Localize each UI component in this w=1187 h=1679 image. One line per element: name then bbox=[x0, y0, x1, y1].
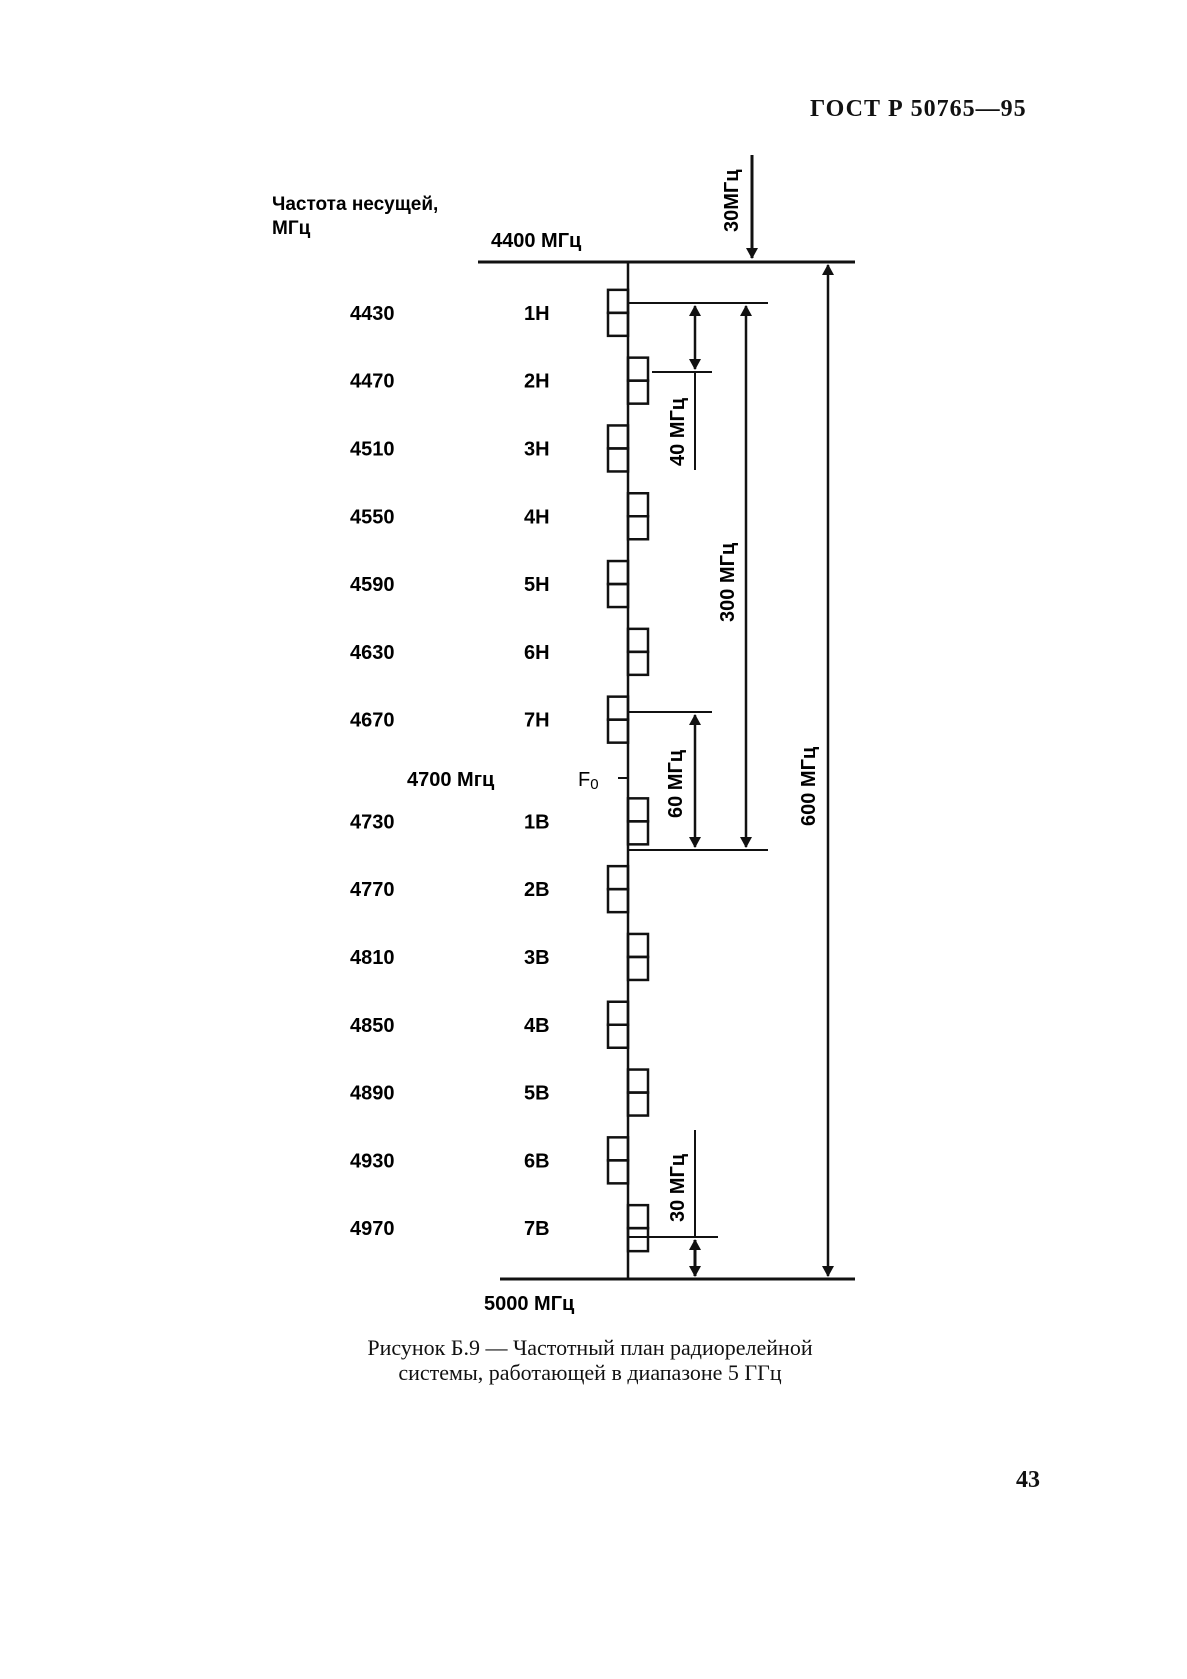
channel-name: 5В bbox=[524, 1082, 550, 1105]
full-band-label: 600 МГц bbox=[798, 746, 820, 826]
channel-frequency: 4430 bbox=[350, 302, 395, 325]
channel-row bbox=[350, 1205, 648, 1251]
channel-block-upper bbox=[628, 934, 648, 957]
standard-header: ГОСТ Р 50765—95 bbox=[810, 96, 1027, 122]
channel-name: 7Н bbox=[524, 709, 550, 732]
channel-row bbox=[350, 934, 648, 980]
channel-list bbox=[350, 290, 648, 1251]
channel-row bbox=[350, 493, 648, 539]
channel-block-lower bbox=[628, 1228, 648, 1251]
channel-block-lower bbox=[608, 720, 628, 743]
channel-name: 1В bbox=[524, 811, 550, 834]
channel-frequency: 4550 bbox=[350, 506, 395, 529]
channel-block-lower bbox=[628, 381, 648, 404]
channel-block-lower bbox=[628, 821, 648, 844]
channel-row bbox=[350, 1070, 648, 1116]
channel-name: 6В bbox=[524, 1150, 550, 1173]
channel-block-upper bbox=[608, 290, 628, 313]
channel-row bbox=[350, 358, 648, 404]
channel-name: 2Н bbox=[524, 370, 550, 393]
channel-name: 1Н bbox=[524, 302, 550, 325]
channel-row bbox=[350, 866, 628, 912]
channel-block-lower bbox=[628, 1093, 648, 1116]
half-band-label: 300 МГц bbox=[717, 542, 739, 622]
channel-spacing-label: 40 МГц bbox=[667, 397, 689, 466]
channel-block-lower bbox=[628, 516, 648, 539]
channel-block-upper bbox=[608, 866, 628, 889]
channel-block-upper bbox=[608, 561, 628, 584]
channel-row bbox=[350, 425, 628, 471]
channel-block-upper bbox=[628, 798, 648, 821]
channel-name: 6Н bbox=[524, 641, 550, 664]
band-start-label: 4400 МГц bbox=[491, 230, 582, 252]
channel-row bbox=[350, 697, 628, 743]
channel-block-upper bbox=[608, 425, 628, 448]
channel-block-upper bbox=[608, 1137, 628, 1160]
channel-name: 4Н bbox=[524, 506, 550, 529]
channel-name: 3В bbox=[524, 946, 550, 969]
channel-frequency: 4890 bbox=[350, 1082, 395, 1105]
channel-name: 2В bbox=[524, 879, 550, 902]
channel-frequency: 4670 bbox=[350, 709, 395, 732]
channel-frequency: 4810 bbox=[350, 946, 395, 969]
channel-block-upper bbox=[628, 1205, 648, 1228]
channel-name: 7В bbox=[524, 1218, 550, 1241]
center-frequency-label: 4700 Мгц bbox=[407, 769, 495, 791]
band-end-label: 5000 МГц bbox=[484, 1293, 575, 1315]
channel-frequency: 4630 bbox=[350, 641, 395, 664]
channel-block-upper bbox=[628, 493, 648, 516]
channel-name: 3Н bbox=[524, 438, 550, 461]
bottom-guard-label: 30 МГц bbox=[667, 1153, 689, 1222]
center-frequency-symbol: F0 bbox=[578, 769, 599, 793]
channel-frequency: 4730 bbox=[350, 811, 395, 834]
channel-row bbox=[350, 629, 648, 675]
caption-line-1: Рисунок Б.9 — Частотный план радиорелейной bbox=[367, 1335, 813, 1360]
channel-block-upper bbox=[628, 629, 648, 652]
channel-block-lower bbox=[628, 957, 648, 980]
channel-block-lower bbox=[608, 1025, 628, 1048]
channel-block-lower bbox=[608, 448, 628, 471]
figure-caption bbox=[240, 1335, 940, 1385]
channel-block-lower bbox=[608, 313, 628, 336]
center-gap-label: 60 МГц bbox=[665, 749, 687, 818]
channel-frequency: 4590 bbox=[350, 574, 395, 597]
channel-frequency: 4470 bbox=[350, 370, 395, 393]
channel-block-lower bbox=[608, 1160, 628, 1183]
channel-row bbox=[350, 561, 628, 607]
channel-block-lower bbox=[628, 652, 648, 675]
page-number: 43 bbox=[1016, 1467, 1040, 1493]
column-title-unit: МГц bbox=[272, 218, 311, 239]
channel-row bbox=[350, 798, 648, 844]
channel-name: 5Н bbox=[524, 574, 550, 597]
top-guard-label: 30МГц bbox=[721, 169, 743, 232]
channel-frequency: 4510 bbox=[350, 438, 395, 461]
channel-block-upper bbox=[608, 1002, 628, 1025]
channel-frequency: 4850 bbox=[350, 1014, 395, 1037]
channel-block-upper bbox=[608, 697, 628, 720]
channel-block-lower bbox=[608, 889, 628, 912]
channel-row bbox=[350, 290, 628, 336]
column-title: Частота несущей, bbox=[272, 194, 439, 215]
caption-line-2: системы, работающей в диапазоне 5 ГГц bbox=[398, 1360, 782, 1385]
channel-frequency: 4930 bbox=[350, 1150, 395, 1173]
channel-block-lower bbox=[608, 584, 628, 607]
channel-row bbox=[350, 1002, 628, 1048]
channel-name: 4В bbox=[524, 1014, 550, 1037]
channel-block-upper bbox=[628, 358, 648, 381]
channel-frequency: 4970 bbox=[350, 1218, 395, 1241]
channel-row bbox=[350, 1137, 628, 1183]
channel-block-upper bbox=[628, 1070, 648, 1093]
channel-frequency: 4770 bbox=[350, 879, 395, 902]
